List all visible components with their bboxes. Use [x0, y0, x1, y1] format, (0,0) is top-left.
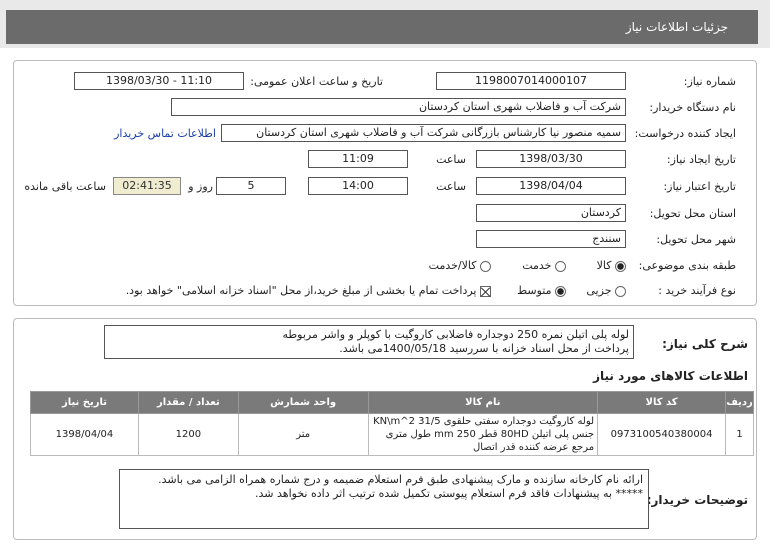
- table-row[interactable]: [31, 414, 754, 456]
- remaining-label: ساعت باقی مانده: [24, 180, 106, 193]
- column-header: واحد شمارش: [238, 392, 368, 414]
- requester-field[interactable]: سمیه منصور نیا کارشناس بازرگانی شرکت آب و فاضلاب شهری استان کردستان: [221, 124, 626, 142]
- checkbox-checked-icon[interactable]: [480, 286, 491, 297]
- need-number-label: شماره نیاز:: [683, 75, 736, 88]
- contact-buyer-link[interactable]: اطلاعات تماس خریدار: [114, 127, 216, 140]
- created-date-label: تاریخ ایجاد نیاز:: [666, 153, 736, 166]
- validity-time-field[interactable]: 14:00: [308, 177, 408, 195]
- goods-name: لوله کاروگیت دوجداره سفتی حلقوی KN\m^2 31/5 جنس پلی اتیلن 80HD قطر mm 250 طول متری مرجع عرضه کننده قدر اتصال: [368, 414, 598, 456]
- summary-line-2: پرداخت از محل اسناد خزانه با سررسید 1400/05/18می باشد.: [339, 342, 629, 355]
- requester-label: ایجاد کننده درخواست:: [634, 127, 736, 140]
- column-header: ردیف: [726, 392, 754, 414]
- goods-unit: متر: [238, 414, 368, 456]
- province-field[interactable]: کردستان: [476, 204, 626, 222]
- radio-icon[interactable]: [615, 286, 626, 297]
- province-label: استان محل تحویل:: [649, 207, 736, 220]
- created-date-field[interactable]: 1398/03/30: [476, 150, 626, 168]
- page-header: [0, 0, 770, 48]
- goods-table: [30, 391, 754, 456]
- column-header: تعداد / مقدار: [138, 392, 238, 414]
- column-header: کد کالا: [598, 392, 726, 414]
- goods-qty: 1200: [138, 414, 238, 456]
- validity-date-label: تاریخ اعتبار نیاز:: [663, 180, 736, 193]
- radio-icon[interactable]: [480, 261, 491, 272]
- goods-date: 1398/04/04: [31, 414, 139, 456]
- purchase-type-label: نوع فرآیند خرید :: [658, 284, 736, 297]
- created-time-field[interactable]: 11:09: [308, 150, 408, 168]
- goods-section-title: اطلاعات کالاهای مورد نیاز: [593, 369, 748, 383]
- row-index: 1: [726, 414, 754, 456]
- need-number-field[interactable]: 1198007014000107: [436, 72, 626, 90]
- column-header: نام کالا: [368, 392, 598, 414]
- need-details-panel: [13, 318, 757, 540]
- purchase-medium-option[interactable]: متوسط: [517, 284, 566, 297]
- goods-code: 0973100540380004: [598, 414, 726, 456]
- page-title: جزئیات اطلاعات نیاز: [6, 10, 758, 44]
- buyer-note-line-1: ارائه نام کارخانه سازنده و مارک پیشنهادی طبق فرم استعلام ضمیمه و درج شماره همراه الزامی می باشد.: [158, 473, 643, 486]
- city-label: شهر محل تحویل:: [656, 233, 736, 246]
- summary-line-1: لوله پلی اتیلن نمره 250 دوجداره فاضلابی کاروگیت با کوپلر و واشر مربوطه: [282, 328, 629, 341]
- buyer-note-line-2: ***** به پیشنهادات فاقد فرم استعلام پیوستی تکمیل شده ترتیب اثر داده نخواهد شد.: [255, 487, 643, 500]
- summary-field: [104, 325, 634, 359]
- radio-selected-icon[interactable]: [555, 286, 566, 297]
- buyer-notes-field: [119, 469, 649, 529]
- validity-time-label: ساعت: [436, 180, 466, 193]
- purchase-minor-option[interactable]: جزیی: [586, 284, 626, 297]
- announce-field[interactable]: 1398/03/30 - 11:10: [74, 72, 244, 90]
- summary-label: شرح کلی نیاز:: [662, 337, 748, 351]
- column-header: تاریخ نیاز: [31, 392, 139, 414]
- table-header-row: [31, 392, 754, 414]
- radio-icon[interactable]: [555, 261, 566, 272]
- days-field[interactable]: 5: [216, 177, 286, 195]
- category-both-option[interactable]: کالا/خدمت: [429, 259, 491, 272]
- category-goods-option[interactable]: کالا: [597, 259, 626, 272]
- remaining-time-field: 02:41:35: [113, 177, 181, 195]
- validity-date-field[interactable]: 1398/04/04: [476, 177, 626, 195]
- announce-label: تاریخ و ساعت اعلان عمومی:: [250, 75, 383, 88]
- category-service-option[interactable]: خدمت: [522, 259, 566, 272]
- radio-selected-icon[interactable]: [615, 261, 626, 272]
- need-info-panel: [13, 60, 757, 306]
- treasury-payment-option[interactable]: پرداخت تمام یا بخشی از مبلغ خرید،از محل "اسناد خزانه اسلامی" خواهد بود.: [126, 284, 491, 297]
- buyer-org-label: نام دستگاه خریدار:: [649, 101, 736, 114]
- buyer-notes-label: توضیحات خریدار:: [646, 493, 748, 507]
- created-time-label: ساعت: [436, 153, 466, 166]
- city-field[interactable]: سنندج: [476, 230, 626, 248]
- buyer-org-field[interactable]: شرکت آب و فاضلاب شهری استان کردستان: [171, 98, 626, 116]
- days-label: روز و: [188, 180, 213, 193]
- category-label: طبقه بندی موضوعی:: [638, 259, 736, 272]
